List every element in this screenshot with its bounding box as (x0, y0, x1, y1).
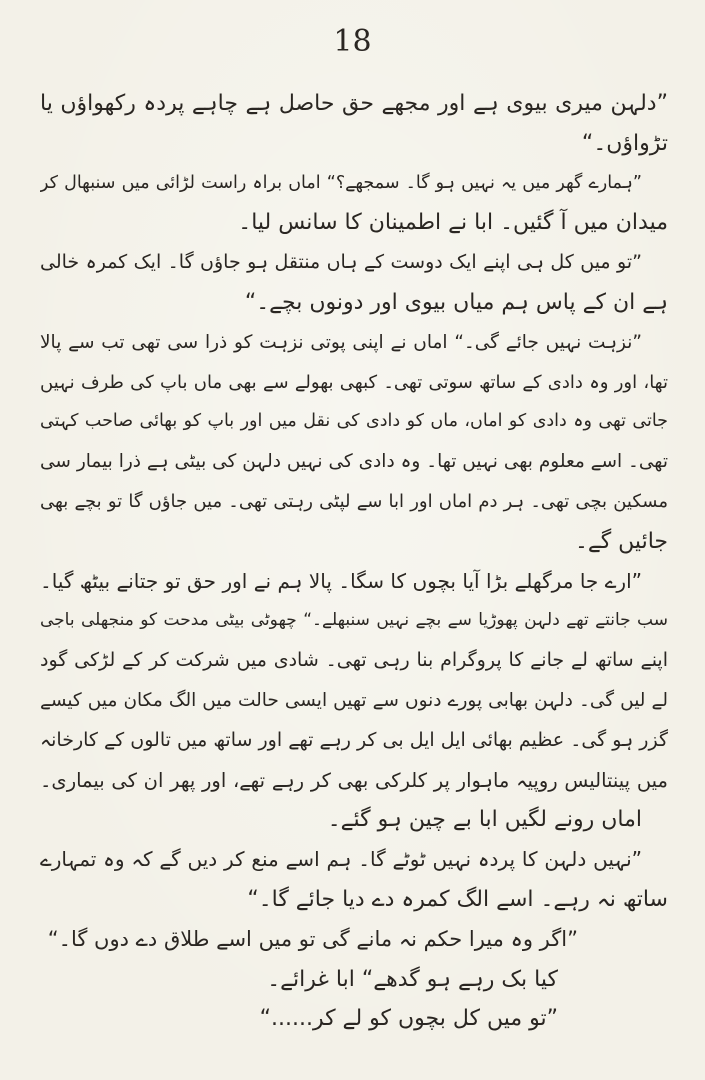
text-line: میں پینتالیس روپیہ ماہوار پر کلرکی بھی کر رہے تھے، اور پھر ان کی بیماری۔ (40, 768, 668, 792)
text-line: ”ارے جا مرگھلے بڑا آیا بچوں کا سگا۔ پالا ہم نے اور حق تو جتانے بیٹھ گیا۔ (40, 568, 642, 593)
text-line: اماں رونے لگیں ابا بے چین ہو گئے۔ (327, 807, 642, 833)
text-line: سب جانتے تھے دلہن پھوڑیا سے بچے نہیں سنبھلے۔“ چھوٹی بیٹی مدحت کو منجھلی باجی (40, 610, 668, 631)
text-line: ”تو میں کل بچوں کو لے کر......“ (259, 1006, 558, 1032)
page-number: 18 (333, 24, 372, 59)
text-line: ”ہمارے گھر میں یہ نہیں ہو گا۔ سمجھے؟“ اماں براہ راست لڑائی میں سنبھال کر (40, 172, 642, 193)
text-line: اپنے ساتھ لے جانے کا پروگرام بنا رہی تھی۔ شادی میں شرکت کر کے لڑکی گود (40, 649, 668, 672)
text-line: ”اگر وہ میرا حکم نہ مانے گی تو میں اسے طلاق دے دوں گا۔“ (47, 926, 578, 951)
text-line: ہے ان کے پاس ہم میاں بیوی اور دونوں بچے۔“ (244, 289, 668, 315)
text-line: لے لیں گی۔ دلہن بھابی پورے دنوں سے تھیں ایسی حالت میں الگ مکان میں کیسے (40, 689, 668, 711)
text-line: ساتھ نہ رہے۔ اسے الگ کمرہ دے دیا جائے گا۔“ (247, 886, 668, 912)
text-line: ”تو میں کل ہی اپنے ایک دوست کے ہاں منتقل ہو جاؤں گا۔ ایک کمرہ خالی (40, 251, 642, 274)
text-line: ”نزہت نہیں جائے گی۔“ اماں نے اپنی پوتی نزہت کو ذرا سی تھی تب سے پالا (40, 331, 642, 353)
text-line: کیا بک رہے ہو گدھے“ ابا غرائے۔ (267, 966, 558, 992)
page-text (40, 84, 668, 1039)
text-line: گزر ہو گی۔ عظیم بھائی ایل ایل بی کر رہے تھے اور ساتھ میں تالوں کے کارخانہ (40, 728, 668, 751)
text-line: تھا، اور وہ دادی کے ساتھ سوتی تھی۔ کبھی بھولے سے بھی ماں باپ کی طرف نہیں (40, 371, 668, 393)
text-line: مسکین بچی تھی۔ ہر دم اماں اور ابا سے لپٹی رہتی تھی۔ میں جاؤں گا تو بچے بھی (40, 490, 668, 512)
text-line: ”دلہن میری بیوی ہے اور مجھے حق حاصل ہے چاہے پردہ رکھواؤں یا (40, 91, 668, 116)
text-line: ”نہیں دلہن کا پردہ نہیں ٹوٹے گا۔ ہم اسے منع کر دیں گے کہ وہ تمہارے (40, 847, 643, 872)
text-line: تھی۔ اسے معلوم بھی نہیں تھا۔ وہ دادی کی نہیں دلہن کی بیٹی ہے ذرا بیمار سی (40, 451, 668, 473)
text-line: جائیں گے۔ (574, 528, 668, 554)
text-line: تڑواؤں۔“ (581, 130, 668, 156)
text-line: میدان میں آ گئیں۔ ابا نے اطمینان کا سانس لیا۔ (238, 210, 668, 236)
text-line: جاتی تھی وہ دادی کو اماں، ماں کو دادی کی نقل میں اور باپ کو بھائی صاحب کہتی (40, 411, 668, 432)
